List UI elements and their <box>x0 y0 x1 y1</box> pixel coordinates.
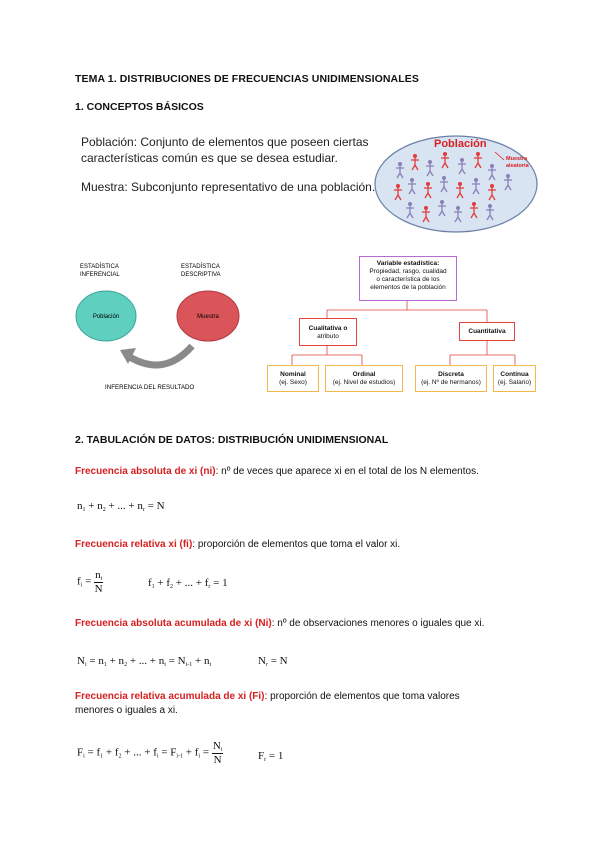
tree-root-line2: o característica de los <box>376 276 440 283</box>
tree-cuantitativa-node <box>459 322 515 341</box>
tree-continua-example: (ej. Salario) <box>497 379 532 386</box>
tree-nominal-label: Nominal <box>280 371 306 378</box>
tree-ordinal-label: Ordinal <box>352 371 376 378</box>
section-heading-tabulacion: 2. TABULACIÓN DE DATOS: DISTRIBUCIÓN UNIDIMENSIONAL <box>75 434 389 446</box>
section-heading-conceptos: 1. CONCEPTOS BÁSICOS <box>75 101 204 113</box>
term-fi: Frecuencia relativa xi (fi) <box>75 539 193 550</box>
inferencial-label-2: INFERENCIAL <box>80 272 120 278</box>
formula-ni-sum: $n_1 + n_2$ + ... + $n_r = N$ <box>77 500 165 513</box>
term-Ni: Frecuencia absoluta acumulada de xi (Ni) <box>75 618 272 629</box>
poblacion-definition-line2: características común es que se desea estudiar. <box>81 151 338 165</box>
tree-root-line1: Propiedad, rasgo, cualidad <box>369 268 447 275</box>
desc-Fi: : proporción de elementos que toma valores <box>264 691 460 702</box>
desc-fi: : proporción de elementos que toma el valor xi. <box>192 539 401 550</box>
formula-Nr: $N_r = N$ <box>258 655 288 668</box>
population-sample-image <box>370 130 560 235</box>
tree-cualitativa-line1: Cualitativa o <box>308 325 348 332</box>
tree-nominal-node <box>267 365 319 392</box>
poblacion-definition-line1: Población: Conjunto de elementos que poseen ciertas <box>81 135 369 149</box>
muestra-circle-label: Muestra <box>197 314 219 320</box>
tree-ordinal-node <box>325 365 403 392</box>
desc-ni: : nº de veces que aparece xi en el total de los N elementos. <box>215 466 479 477</box>
tree-nominal-example: (ej. Sexo) <box>279 379 307 386</box>
inference-cycle-diagram <box>70 258 260 398</box>
desc-Fi-line2: menores o iguales a xi. <box>75 705 178 716</box>
tree-cualitativa-node <box>299 318 357 346</box>
poblacion-circle-label: Población <box>92 314 120 320</box>
tree-cuantitativa-label: Cuantitativa <box>468 328 506 335</box>
definition-Ni <box>75 617 530 631</box>
descriptiva-label-1: ESTADÍSTICA <box>181 264 220 270</box>
descriptiva-label-2: DESCRIPTIVA <box>181 272 221 278</box>
formula-Fi-definition: $F_i = f_1 + f_2$ + ... + $f_i = F_{i-1} + f_i$ = $\frac{N_i}{N}$ <box>77 740 223 766</box>
tree-discreta-example: (ej. Nº de hermanos) <box>421 379 481 386</box>
tree-continua-label: Continua <box>500 371 529 378</box>
variable-tree-diagram <box>262 254 537 399</box>
tree-ordinal-example: (ej. Nivel de estudios) <box>332 379 396 386</box>
inferencial-label-1: ESTADÍSTICA <box>80 264 119 270</box>
document-title: TEMA 1. DISTRIBUCIONES DE FRECUENCIAS UNIDIMENSIONALES <box>75 73 419 85</box>
tree-root-node <box>359 256 457 301</box>
formula-Ni-definition: $N_i = n_1 + n_2$ + ... + $n_i = N_{i-1} + n_i$ <box>77 655 212 668</box>
formula-fi-definition: $f_i$ = $\frac{n_i}{N}$ <box>77 569 103 595</box>
tree-root-line3: elementos de la población <box>370 284 446 291</box>
tree-discreta-label: Discreta <box>438 371 464 378</box>
muestra-definition: Muestra: Subconjunto representativo de una población. <box>81 180 376 194</box>
tree-continua-node <box>493 365 536 392</box>
term-ni: Frecuencia absoluta de xi (ni) <box>75 466 216 477</box>
concepts-text <box>81 134 375 195</box>
population-ellipse <box>375 136 537 232</box>
inference-arrow <box>128 346 192 365</box>
muestra-label: Muestra <box>506 156 528 162</box>
definition-fi <box>75 538 530 552</box>
population-label: Población <box>434 138 487 150</box>
definition-ni <box>75 465 530 479</box>
tree-discreta-node <box>415 365 487 392</box>
tree-root-title: Variable estadística: <box>376 260 440 267</box>
inferencia-label: INFERENCIA DEL RESULTADO <box>105 384 195 391</box>
formula-Fr: $F_r = 1$ <box>258 750 284 763</box>
tree-cualitativa-line2: atributo <box>317 333 339 340</box>
desc-Ni: : nº de observaciones menores o iguales que xi. <box>271 618 485 629</box>
definition-Fi <box>75 690 525 718</box>
term-Fi: Frecuencia relativa acumulada de xi (Fi) <box>75 691 265 702</box>
formula-fi-sum: $f_1 + f_2$ + ... + $f_r = 1$ <box>148 577 228 590</box>
aleatoria-label: aleatoria <box>506 163 529 169</box>
